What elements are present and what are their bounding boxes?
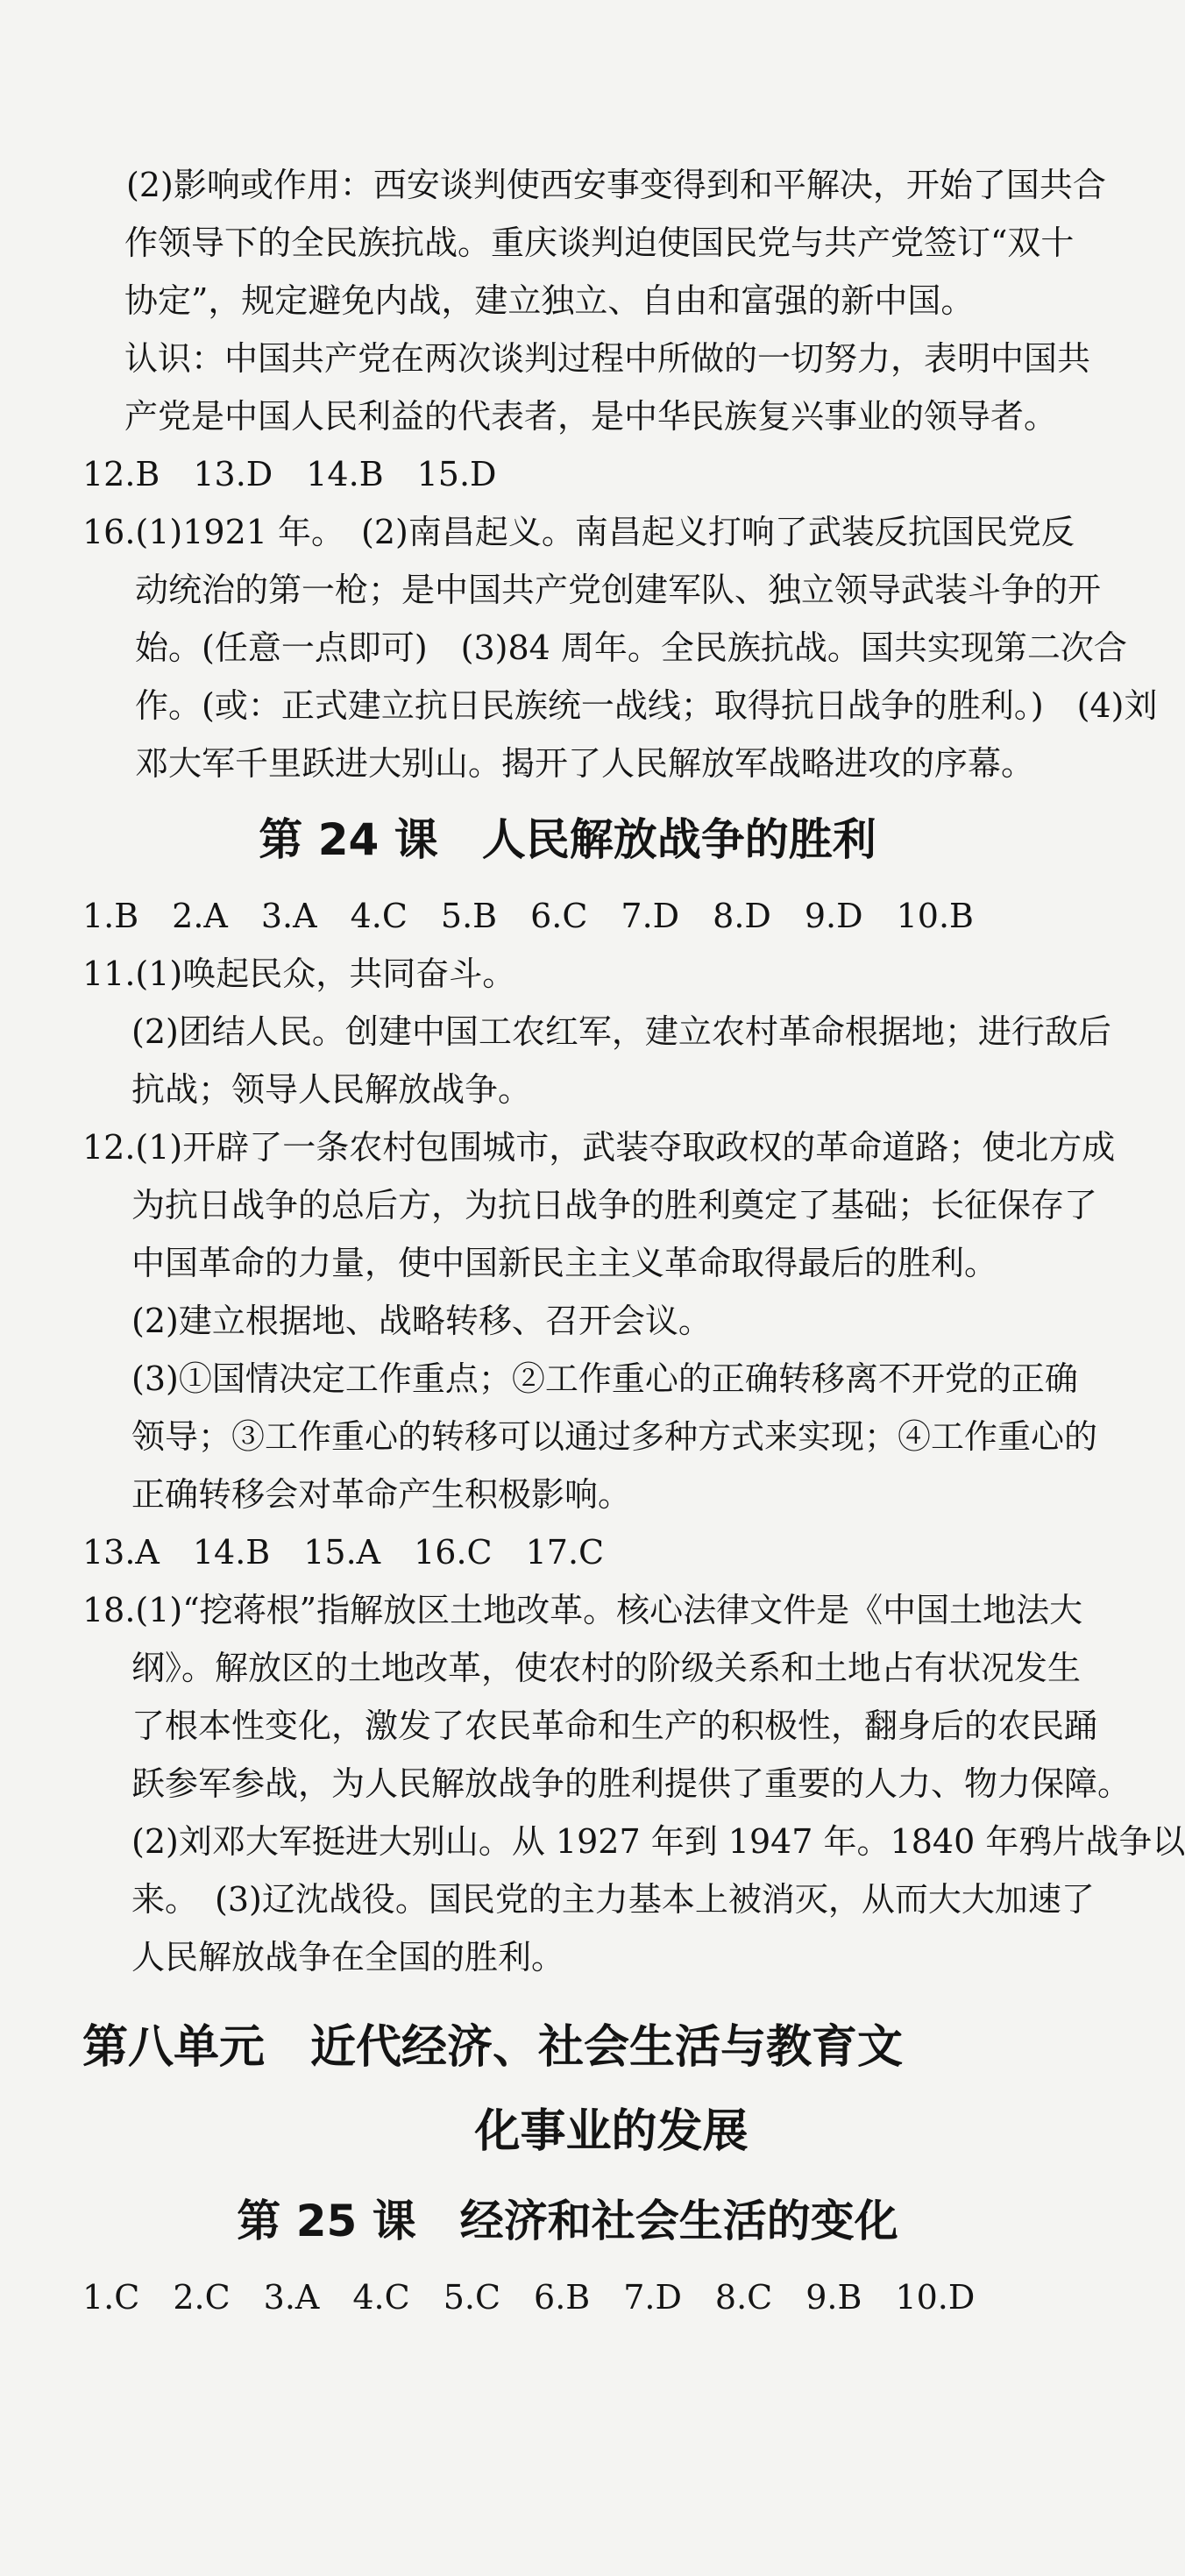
answer-line: 12.B 13.D 14.B 15.D: [82, 455, 497, 493]
answer-line: 认识：中国共产党在两次谈判过程中所做的一切努力，表明中国共: [124, 339, 1091, 378]
lesson-24-heading: 第 24 课 人民解放战争的胜利: [259, 814, 876, 865]
answer-line: 16.(1)1921 年。 (2)南昌起义。南昌起义打响了武装反抗国民党反: [82, 513, 1075, 551]
answer-line: (2)团结人民。创建中国工农红军，建立农村革命根据地；进行敌后: [131, 1012, 1111, 1051]
answer-line: 1.C 2.C 3.A 4.C 5.C 6.B 7.D 8.C 9.B 10.D: [82, 2278, 976, 2317]
answer-line: (2)刘邓大军挺进大别山。从 1927 年到 1947 年。1840 年鸦片战争以: [131, 1822, 1185, 1861]
answer-line: (2)建立根据地、战略转移、召开会议。: [131, 1302, 712, 1340]
answer-line: 11.(1)唤起民众，共同奋斗。: [82, 954, 516, 993]
answer-line: 产党是中国人民利益的代表者，是中华民族复兴事业的领导者。: [124, 397, 1058, 436]
answer-line: 12.(1)开辟了一条农村包围城市，武装夺取政权的革命道路；使北方成: [82, 1128, 1116, 1167]
answer-line: 了根本性变化，激发了农民革命和生产的积极性，翻身后的农民踊: [131, 1707, 1098, 1745]
answer-line: 中国革命的力量，使中国新民主主义革命取得最后的胜利。: [131, 1244, 998, 1282]
answer-line: 邓大军千里跃进大别山。揭开了人民解放军战略进攻的序幕。: [135, 744, 1035, 783]
answer-line: 动统治的第一枪；是中国共产党创建军队、独立领导武装斗争的开: [135, 571, 1102, 609]
lesson-25-heading: 第 25 课 经济和社会生活的变化: [237, 2196, 898, 2246]
answer-line: 为抗日战争的总后方，为抗日战争的胜利奠定了基础；长征保存了: [131, 1186, 1098, 1224]
answer-line: 18.(1)“挖蒋根”指解放区土地改革。核心法律文件是《中国土地法大: [82, 1591, 1083, 1629]
answer-line: 始。(任意一点即可) (3)84 周年。全民族抗战。国共实现第二次合: [135, 628, 1127, 667]
unit-8-heading-line-2: 化事业的发展: [474, 2105, 749, 2158]
answer-line: 抗战；领导人民解放战争。: [131, 1070, 532, 1109]
answer-line: 纲》。解放区的土地改革，使农村的阶级关系和土地占有状况发生: [131, 1649, 1082, 1687]
answer-line: 协定”，规定避免内战，建立独立、自由和富强的新中国。: [124, 281, 975, 320]
answer-line: 作。(或：正式建立抗日民族统一战线；取得抗日战争的胜利。) (4)刘: [135, 686, 1158, 725]
answer-line: 领导；③工作重心的转移可以通过多种方式来实现；④工作重心的: [131, 1417, 1098, 1456]
spacer: [82, 1986, 1053, 2005]
answer-line: 正确转移会对革命产生积极影响。: [131, 1475, 632, 1514]
answer-line: 作领导下的全民族抗战。重庆谈判迫使国民党与共产党签订“双十: [124, 224, 1075, 262]
answer-line: 13.A 14.B 15.A 16.C 17.C: [82, 1533, 605, 1572]
answer-line: (3)①国情决定工作重点；②工作重心的正确转移离不开党的正确: [131, 1359, 1078, 1398]
unit-8-heading-line-1: 第八单元 近代经济、社会生活与教育文: [82, 2021, 904, 2074]
answer-line: 跃参军参战，为人民解放战争的胜利提供了重要的人力、物力保障。: [131, 1764, 1132, 1803]
answer-line: (2)影响或作用：西安谈判使西安事变得到和平解决，开始了国共合: [126, 166, 1106, 204]
answer-line: 人民解放战争在全国的胜利。: [131, 1938, 565, 1976]
answer-line: 1.B 2.A 3.A 4.C 5.B 6.C 7.D 8.D 9.D 10.B: [82, 897, 974, 935]
answer-line: 来。 (3)辽沈战役。国民党的主力基本上被消灭，从而大大加速了: [131, 1880, 1095, 1919]
